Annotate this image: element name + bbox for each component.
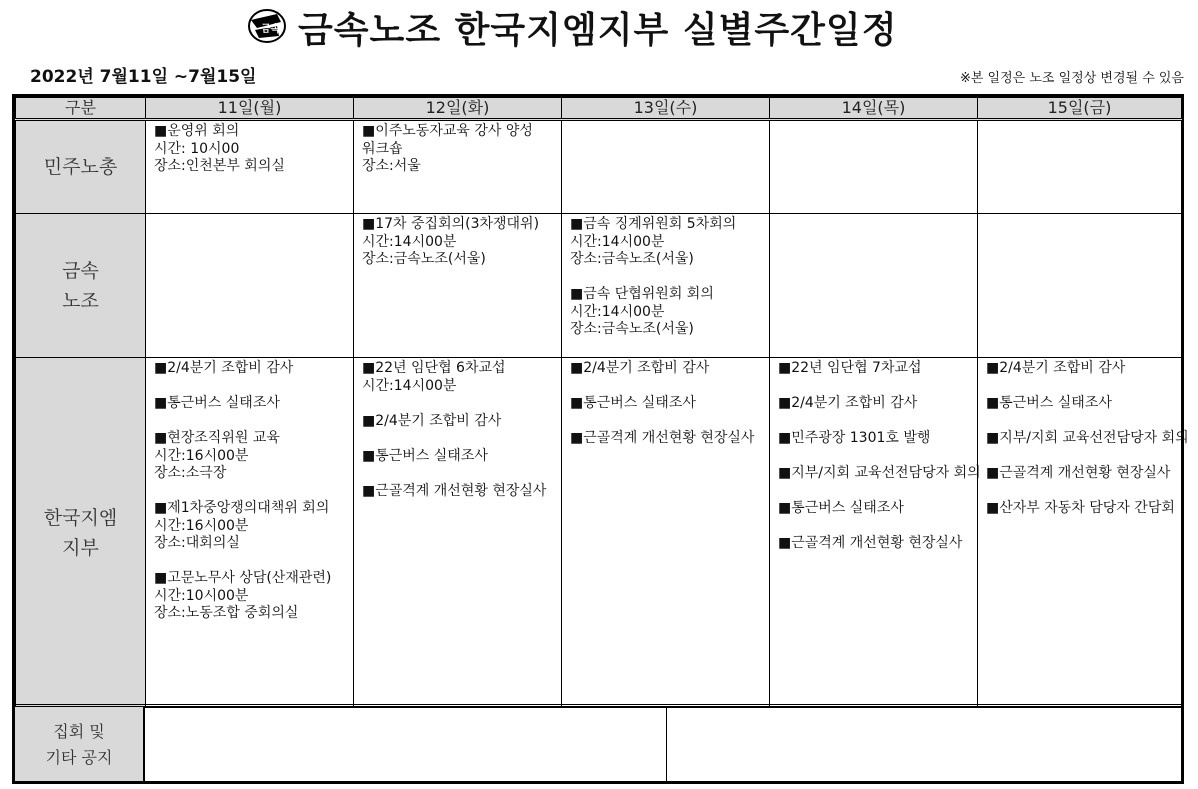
category-line: 기타 공지 xyxy=(45,748,113,767)
schedule-entry: ■고문노무사 상담(산재관련) xyxy=(154,570,332,586)
column-header: 구분 xyxy=(16,98,146,120)
date-range: 2022년 7월11일 ~7월15일 xyxy=(30,67,257,87)
category-line: 민주노총 xyxy=(43,156,118,178)
entry-spacer xyxy=(570,269,763,287)
schedule-entry: 시간:14시00분 xyxy=(362,377,457,394)
schedule-entry: ■근골격계 개선현황 현장실사 xyxy=(986,465,1171,481)
schedule-cell xyxy=(354,214,562,358)
schedule-entry: ■통근버스 실태조사 xyxy=(154,395,280,411)
schedule-change-notice: ※본 일정은 노조 일정상 변경될 수 있음 xyxy=(959,71,1184,86)
schedule-cell xyxy=(562,214,770,358)
schedule-entry: ■통근버스 실태조사 xyxy=(778,500,904,516)
schedule-entry: ■2/4분기 조합비 감사 xyxy=(570,360,710,376)
schedule-entry: 장소:인천본부 회의실 xyxy=(154,158,285,174)
schedule-entry: 시간:10시00분 xyxy=(154,587,249,604)
entry-spacer xyxy=(154,483,347,501)
schedule-entry: 시간:16시00분 xyxy=(154,447,249,464)
schedule-entry: ■2/4분기 조합비 감사 xyxy=(778,395,918,411)
row-category xyxy=(16,214,146,358)
schedule-entry: 장소:금속노조(서울) xyxy=(362,251,486,267)
entry-spacer xyxy=(778,378,971,396)
schedule-entry: ■제1차중앙쟁의대책위 회의 xyxy=(154,500,330,516)
entry-spacer xyxy=(154,553,347,571)
schedule-entry: 시간:14시00분 xyxy=(362,233,457,250)
schedule-entry: 시간:14시00분 xyxy=(570,303,665,320)
weekly-schedule-table xyxy=(15,97,1189,708)
schedule-entry: ■산자부 자동차 담당자 간담회 xyxy=(986,500,1175,516)
entry-spacer xyxy=(362,395,555,413)
schedule-entry: 장소:소극장 xyxy=(154,465,227,481)
page-title: 금속노조 한국지엠지부 실별주간일정 xyxy=(298,10,898,51)
entry-spacer xyxy=(570,378,763,396)
row-category xyxy=(16,358,146,708)
schedule-cell xyxy=(978,358,1189,708)
entry-spacer xyxy=(362,465,555,483)
schedule-entry: ■통근버스 실태조사 xyxy=(570,395,696,411)
union-logo-icon xyxy=(247,8,287,44)
entry-spacer xyxy=(778,483,971,501)
schedule-cell xyxy=(562,358,770,708)
schedule-cell xyxy=(146,120,354,214)
schedule-row xyxy=(16,120,1182,214)
column-header: 14일(목) xyxy=(770,98,978,120)
column-header: 11일(월) xyxy=(146,98,354,120)
schedule-cell xyxy=(770,358,981,708)
schedule-cell xyxy=(354,120,562,214)
row-category xyxy=(16,120,146,214)
notice-section xyxy=(15,704,1181,781)
schedule-cell xyxy=(978,214,1182,358)
category-line: 노조 xyxy=(62,289,99,312)
schedule-entry: 장소:서울 xyxy=(362,158,421,174)
schedule-entry: 워크숍 xyxy=(362,140,403,157)
schedule-entry: ■2/4분기 조합비 감사 xyxy=(154,360,294,376)
schedule-entry: ■민주광장 1301호 발행 xyxy=(778,430,931,446)
schedule-cell xyxy=(770,214,978,358)
notice-category xyxy=(15,707,145,781)
schedule-entry: ■통근버스 실태조사 xyxy=(362,447,488,464)
schedule-entry: 장소:노동조합 중회의실 xyxy=(154,605,299,621)
schedule-entry: ■2/4분기 조합비 감사 xyxy=(362,412,502,429)
entry-spacer xyxy=(778,413,971,431)
schedule-entry: ■통근버스 실태조사 xyxy=(986,395,1112,411)
schedule-entry: 장소:금속노조(서울) xyxy=(570,321,694,337)
schedule-row xyxy=(16,214,1182,358)
schedule-entry: ■금속 징계위원회 5차회의 xyxy=(570,216,737,232)
schedule-cell xyxy=(354,358,562,708)
category-line: 집회 및 xyxy=(53,722,105,741)
entry-spacer xyxy=(986,378,1175,396)
schedule-entry: ■근골격계 개선현황 현장실사 xyxy=(362,482,547,499)
schedule-entry: 시간:16시00분 xyxy=(154,517,249,534)
schedule-cell xyxy=(770,120,978,214)
schedule-cell xyxy=(146,214,354,358)
schedule-entry: ■17차 중집회의(3차쟁대위) xyxy=(362,216,540,232)
schedule-entry: ■근골격계 개선현황 현장실사 xyxy=(778,535,963,551)
entry-spacer xyxy=(154,378,347,396)
category-line: 지부 xyxy=(62,536,99,559)
schedule-entry: ■운영위 회의 xyxy=(154,123,240,139)
entry-spacer xyxy=(362,430,555,448)
schedule-entry: ■2/4분기 조합비 감사 xyxy=(986,360,1126,376)
schedule-entry: 시간:14시00분 xyxy=(570,233,665,250)
entry-spacer xyxy=(570,413,763,431)
schedule-entry: ■현장조직위원 교육 xyxy=(154,430,280,446)
category-line: 금속 xyxy=(62,259,99,282)
column-header: 12일(화) xyxy=(354,98,562,120)
schedule-entry: 장소:대회의실 xyxy=(154,535,240,551)
notice-cell-left xyxy=(146,707,667,781)
entry-spacer xyxy=(778,518,971,536)
header-row xyxy=(16,98,1182,120)
entry-spacer xyxy=(986,448,1175,466)
schedule-entry: ■22년 임단협 6차교섭 xyxy=(362,360,506,376)
column-header: 13일(수) xyxy=(562,98,770,120)
schedule-entry: ■지부/지회 교육선전담당자 회의 xyxy=(778,465,981,481)
column-header: 15일(금) xyxy=(978,98,1182,120)
schedule-entry: ■근골격계 개선현황 현장실사 xyxy=(570,430,755,446)
schedule-entry: 장소:금속노조(서울) xyxy=(570,251,694,267)
entry-spacer xyxy=(154,413,347,431)
schedule-cell xyxy=(978,120,1182,214)
entry-spacer xyxy=(986,483,1175,501)
svg-text:금속: 금속 xyxy=(261,24,281,35)
category-line: 한국지엠 xyxy=(43,506,118,529)
schedule-entry: ■이주노동자교육 강사 양성 xyxy=(362,123,533,139)
schedule-cell xyxy=(562,120,770,214)
entry-spacer xyxy=(986,413,1175,431)
title-bar xyxy=(0,0,1198,58)
schedule-entry: ■지부/지회 교육선전담당자 회의 xyxy=(986,430,1189,446)
schedule-row xyxy=(16,358,1182,708)
entry-spacer xyxy=(778,448,971,466)
schedule-entry: 시간: 10시00 xyxy=(154,140,240,157)
notice-cell-right xyxy=(667,707,1181,781)
schedule-cell xyxy=(146,358,354,708)
schedule-entry: ■22년 임단협 7차교섭 xyxy=(778,360,922,376)
schedule-entry: ■금속 단협위원회 회의 xyxy=(570,286,714,302)
